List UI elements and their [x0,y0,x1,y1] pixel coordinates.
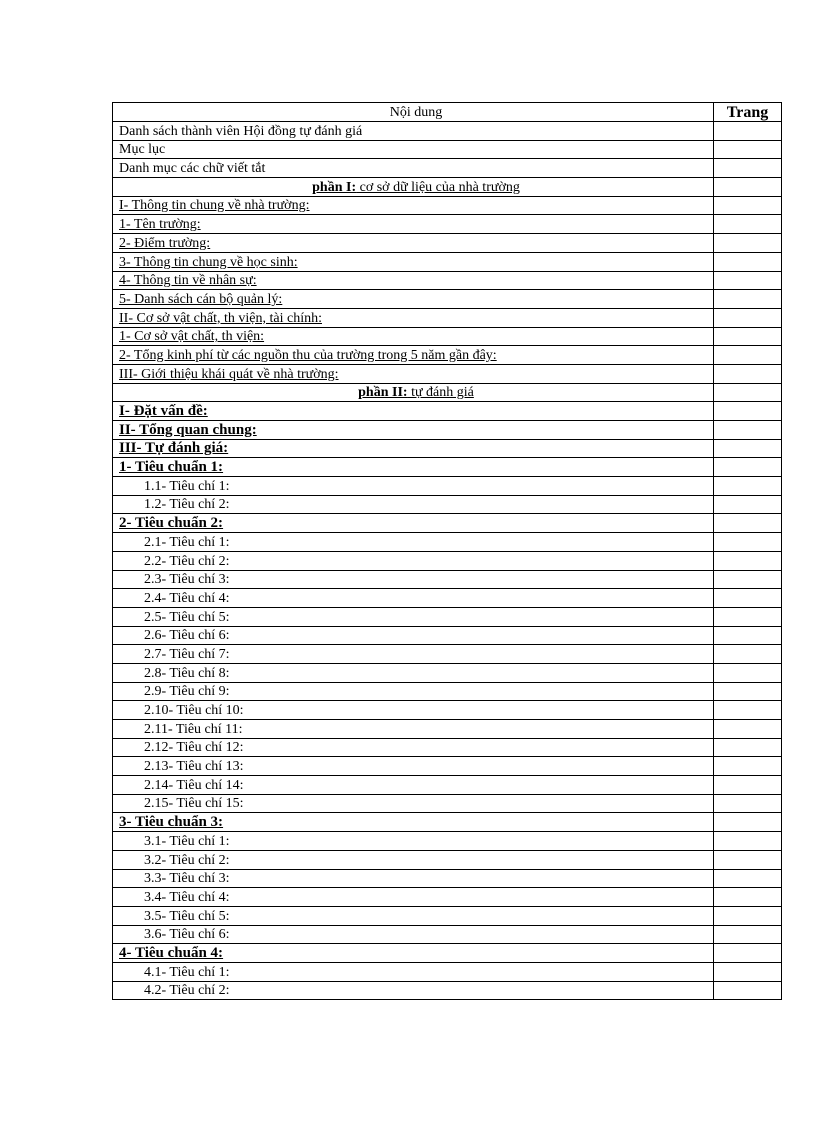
page-number-cell [714,925,782,944]
toc-entry [113,962,714,981]
toc-entry [113,738,714,757]
page-number-cell [714,364,782,383]
toc-entry [113,439,714,458]
page-number-cell [714,178,782,197]
table-row [113,663,782,682]
toc-entry-text: 2- Tổng kinh phí từ các nguồn thu của trường trong 5 năm gần đây: [119,347,497,363]
table-row [113,813,782,832]
page-number-cell [714,514,782,533]
toc-entry [113,850,714,869]
toc-entry-text: Mục lục [119,142,166,158]
table-row [113,252,782,271]
toc-entry [113,645,714,664]
page-number-cell [714,533,782,552]
table-row [113,196,782,215]
table-row [113,421,782,440]
page-number-cell [714,607,782,626]
table-row [113,402,782,421]
toc-entry [113,794,714,813]
page-number-cell [714,346,782,365]
toc-entry-text: 2.9- Tiêu chí 9: [144,684,230,700]
toc-entry-text: 2.2- Tiêu chí 2: [144,553,230,569]
toc-entry-text: 3.1- Tiêu chí 1: [144,833,230,849]
table-row [113,140,782,159]
page-number-cell [714,832,782,851]
toc-entry-text: III- Tự đánh giá: [119,440,229,457]
toc-entry-text: 2.5- Tiêu chí 5: [144,609,230,625]
toc-entry [113,944,714,963]
toc-entry-text: 4.1- Tiêu chí 1: [144,964,230,980]
table-row [113,570,782,589]
toc-entry-text: 1- Cơ sở vật chất, th viện: [119,329,265,345]
toc-entry-text: 1.1- Tiêu chí 1: [144,478,230,494]
toc-entry-text: 2.7- Tiêu chí 7: [144,646,230,662]
toc-entry-text: 4- Tiêu chuẩn 4: [119,944,224,961]
toc-entry-text: 2- Điểm trường: [119,235,211,251]
table-row [113,776,782,795]
page-number-cell [714,626,782,645]
page-number-cell [714,551,782,570]
toc-entry [113,533,714,552]
part-label: phần I: [312,179,357,195]
table-row [113,888,782,907]
part-title: tự đánh giá [407,385,474,401]
page-number-cell [714,962,782,981]
toc-entry-text: III- Giới thiệu khái quát về nhà trường: [119,366,339,382]
table-row [113,122,782,141]
table-row [113,383,782,402]
toc-entry-text: 2.8- Tiêu chí 8: [144,665,230,681]
table-row [113,308,782,327]
toc-entry [113,271,714,290]
page-number-cell [714,122,782,141]
table-row [113,869,782,888]
table-row [113,832,782,851]
toc-entry [113,776,714,795]
toc-entry [113,570,714,589]
page-number-cell [714,234,782,253]
table-row [113,215,782,234]
toc-entry [113,477,714,496]
table-row [113,720,782,739]
toc-entry-text: II- Cơ sở vật chất, th viện, tài chính: [119,310,322,326]
page-number-cell [714,327,782,346]
toc-entry-text: 3- Thông tin chung về học sinh: [119,254,298,270]
page-number-cell [714,776,782,795]
page-number-cell [714,308,782,327]
page-number-cell [714,589,782,608]
page-number-cell [714,701,782,720]
page-number-cell [714,252,782,271]
table-row [113,533,782,552]
table-row [113,159,782,178]
page-number-cell [714,421,782,440]
toc-entry [113,757,714,776]
table-row [113,346,782,365]
page-number-cell [714,813,782,832]
table-row [113,962,782,981]
toc-entry-text: 2.6- Tiêu chí 6: [144,628,230,644]
part-label: phần II: [358,385,408,401]
page-number-cell [714,458,782,477]
table-row [113,364,782,383]
toc-entry-text: 1.2- Tiêu chí 2: [144,497,230,513]
toc-entry [113,140,714,159]
toc-body [113,103,782,1000]
table-row [113,850,782,869]
page-column-header: Trang [714,103,782,122]
table-row [113,757,782,776]
toc-entry-text: 2.3- Tiêu chí 3: [144,572,230,588]
table-row [113,234,782,253]
table-row [113,551,782,570]
toc-entry [113,888,714,907]
toc-entry-text: 2.1- Tiêu chí 1: [144,534,230,550]
toc-entry [113,551,714,570]
page-number-cell [714,495,782,514]
toc-entry-text: 2.4- Tiêu chí 4: [144,590,230,606]
toc-entry-text: 3.5- Tiêu chí 5: [144,908,230,924]
table-row [113,477,782,496]
table-row [113,701,782,720]
table-row [113,906,782,925]
toc-entry-text: I- Thông tin chung về nhà trường: [119,198,310,214]
toc-entry [113,663,714,682]
toc-entry-text: 4- Thông tin về nhân sự: [119,273,257,289]
toc-entry-text: 2.11- Tiêu chí 11: [144,721,243,737]
page-number-cell [714,439,782,458]
table-row [113,458,782,477]
toc-entry [113,178,714,197]
toc-entry [113,869,714,888]
page-number-cell [714,159,782,178]
toc-entry-text: 5- Danh sách cán bộ quản lý: [119,291,283,307]
toc-entry [113,720,714,739]
toc-entry-text: 2.10- Tiêu chí 10: [144,703,244,718]
toc-entry [113,346,714,365]
toc-entry [113,402,714,421]
toc-entry [113,906,714,925]
toc-entry [113,327,714,346]
table-of-contents [112,102,782,1000]
table-row [113,794,782,813]
page-number-cell [714,196,782,215]
table-row [113,327,782,346]
page-number-cell [714,869,782,888]
table-row [113,738,782,757]
page-number-cell [714,477,782,496]
page-number-cell [714,645,782,664]
table-row [113,682,782,701]
toc-entry [113,589,714,608]
toc-entry-text: 3- Tiêu chuẩn 3: [119,814,224,831]
page-number-cell [714,720,782,739]
toc-entry [113,290,714,309]
toc-entry-text: II- Tổng quan chung: [119,421,257,438]
table-row [113,514,782,533]
toc-entry-text: 3.2- Tiêu chí 2: [144,852,230,868]
toc-entry-text: 2.12- Tiêu chí 12: [144,740,244,756]
page-number-cell [714,738,782,757]
toc-entry [113,925,714,944]
toc-entry [113,682,714,701]
toc-entry [113,383,714,402]
toc-entry-text: 1- Tên trường: [119,217,201,233]
page-number-cell [714,140,782,159]
page-number-cell [714,888,782,907]
toc-entry-text: 2.14- Tiêu chí 14: [144,777,244,793]
toc-entry [113,701,714,720]
toc-entry [113,514,714,533]
toc-entry [113,458,714,477]
page-number-cell [714,850,782,869]
page-number-cell [714,402,782,421]
part-title: cơ sở dữ liệu của nhà trường [356,179,520,195]
page-number-cell [714,794,782,813]
toc-entry-text: 2.13- Tiêu chí 13: [144,759,244,775]
toc-entry-text: Danh sách thành viên Hội đồng tự đánh giá [119,123,363,139]
page-number-cell [714,944,782,963]
toc-entry [113,196,714,215]
toc-entry-text: 2- Tiêu chuẩn 2: [119,515,224,532]
table-row [113,439,782,458]
page-number-cell [714,383,782,402]
toc-entry [113,252,714,271]
table-row [113,607,782,626]
toc-entry-text: 3.4- Tiêu chí 4: [144,889,230,905]
page-number-cell [714,682,782,701]
toc-entry-text: 4.2- Tiêu chí 2: [144,983,230,999]
table-row [113,178,782,197]
page-number-cell [714,906,782,925]
page-number-cell [714,981,782,1000]
toc-entry-text: I- Đặt vấn đề: [119,403,208,419]
toc-entry [113,981,714,1000]
table-row [113,944,782,963]
toc-entry [113,421,714,440]
toc-entry [113,308,714,327]
page-number-cell [714,663,782,682]
toc-entry [113,215,714,234]
toc-entry [113,813,714,832]
toc-entry [113,122,714,141]
toc-entry [113,364,714,383]
toc-entry-text: 3.6- Tiêu chí 6: [144,927,230,943]
table-row [113,645,782,664]
page-number-cell [714,757,782,776]
table-row [113,271,782,290]
toc-entry [113,495,714,514]
table-row [113,589,782,608]
toc-entry [113,159,714,178]
page-number-cell [714,271,782,290]
table-row [113,925,782,944]
toc-header-row [113,103,782,122]
toc-entry [113,832,714,851]
toc-entry-text: 1- Tiêu chuẩn 1: [119,459,224,476]
table-row [113,495,782,514]
toc-entry-text: 3.3- Tiêu chí 3: [144,871,230,887]
toc-entry [113,607,714,626]
page-number-cell [714,215,782,234]
page-number-cell [714,290,782,309]
content-column-header: Nội dung [113,103,714,122]
table-row [113,626,782,645]
toc-entry [113,626,714,645]
page-number-cell [714,570,782,589]
table-row [113,981,782,1000]
toc-entry-text: 2.15- Tiêu chí 15: [144,796,244,812]
table-row [113,290,782,309]
toc-entry-text: Danh mục các chữ viết tắt [119,161,266,177]
toc-entry [113,234,714,253]
